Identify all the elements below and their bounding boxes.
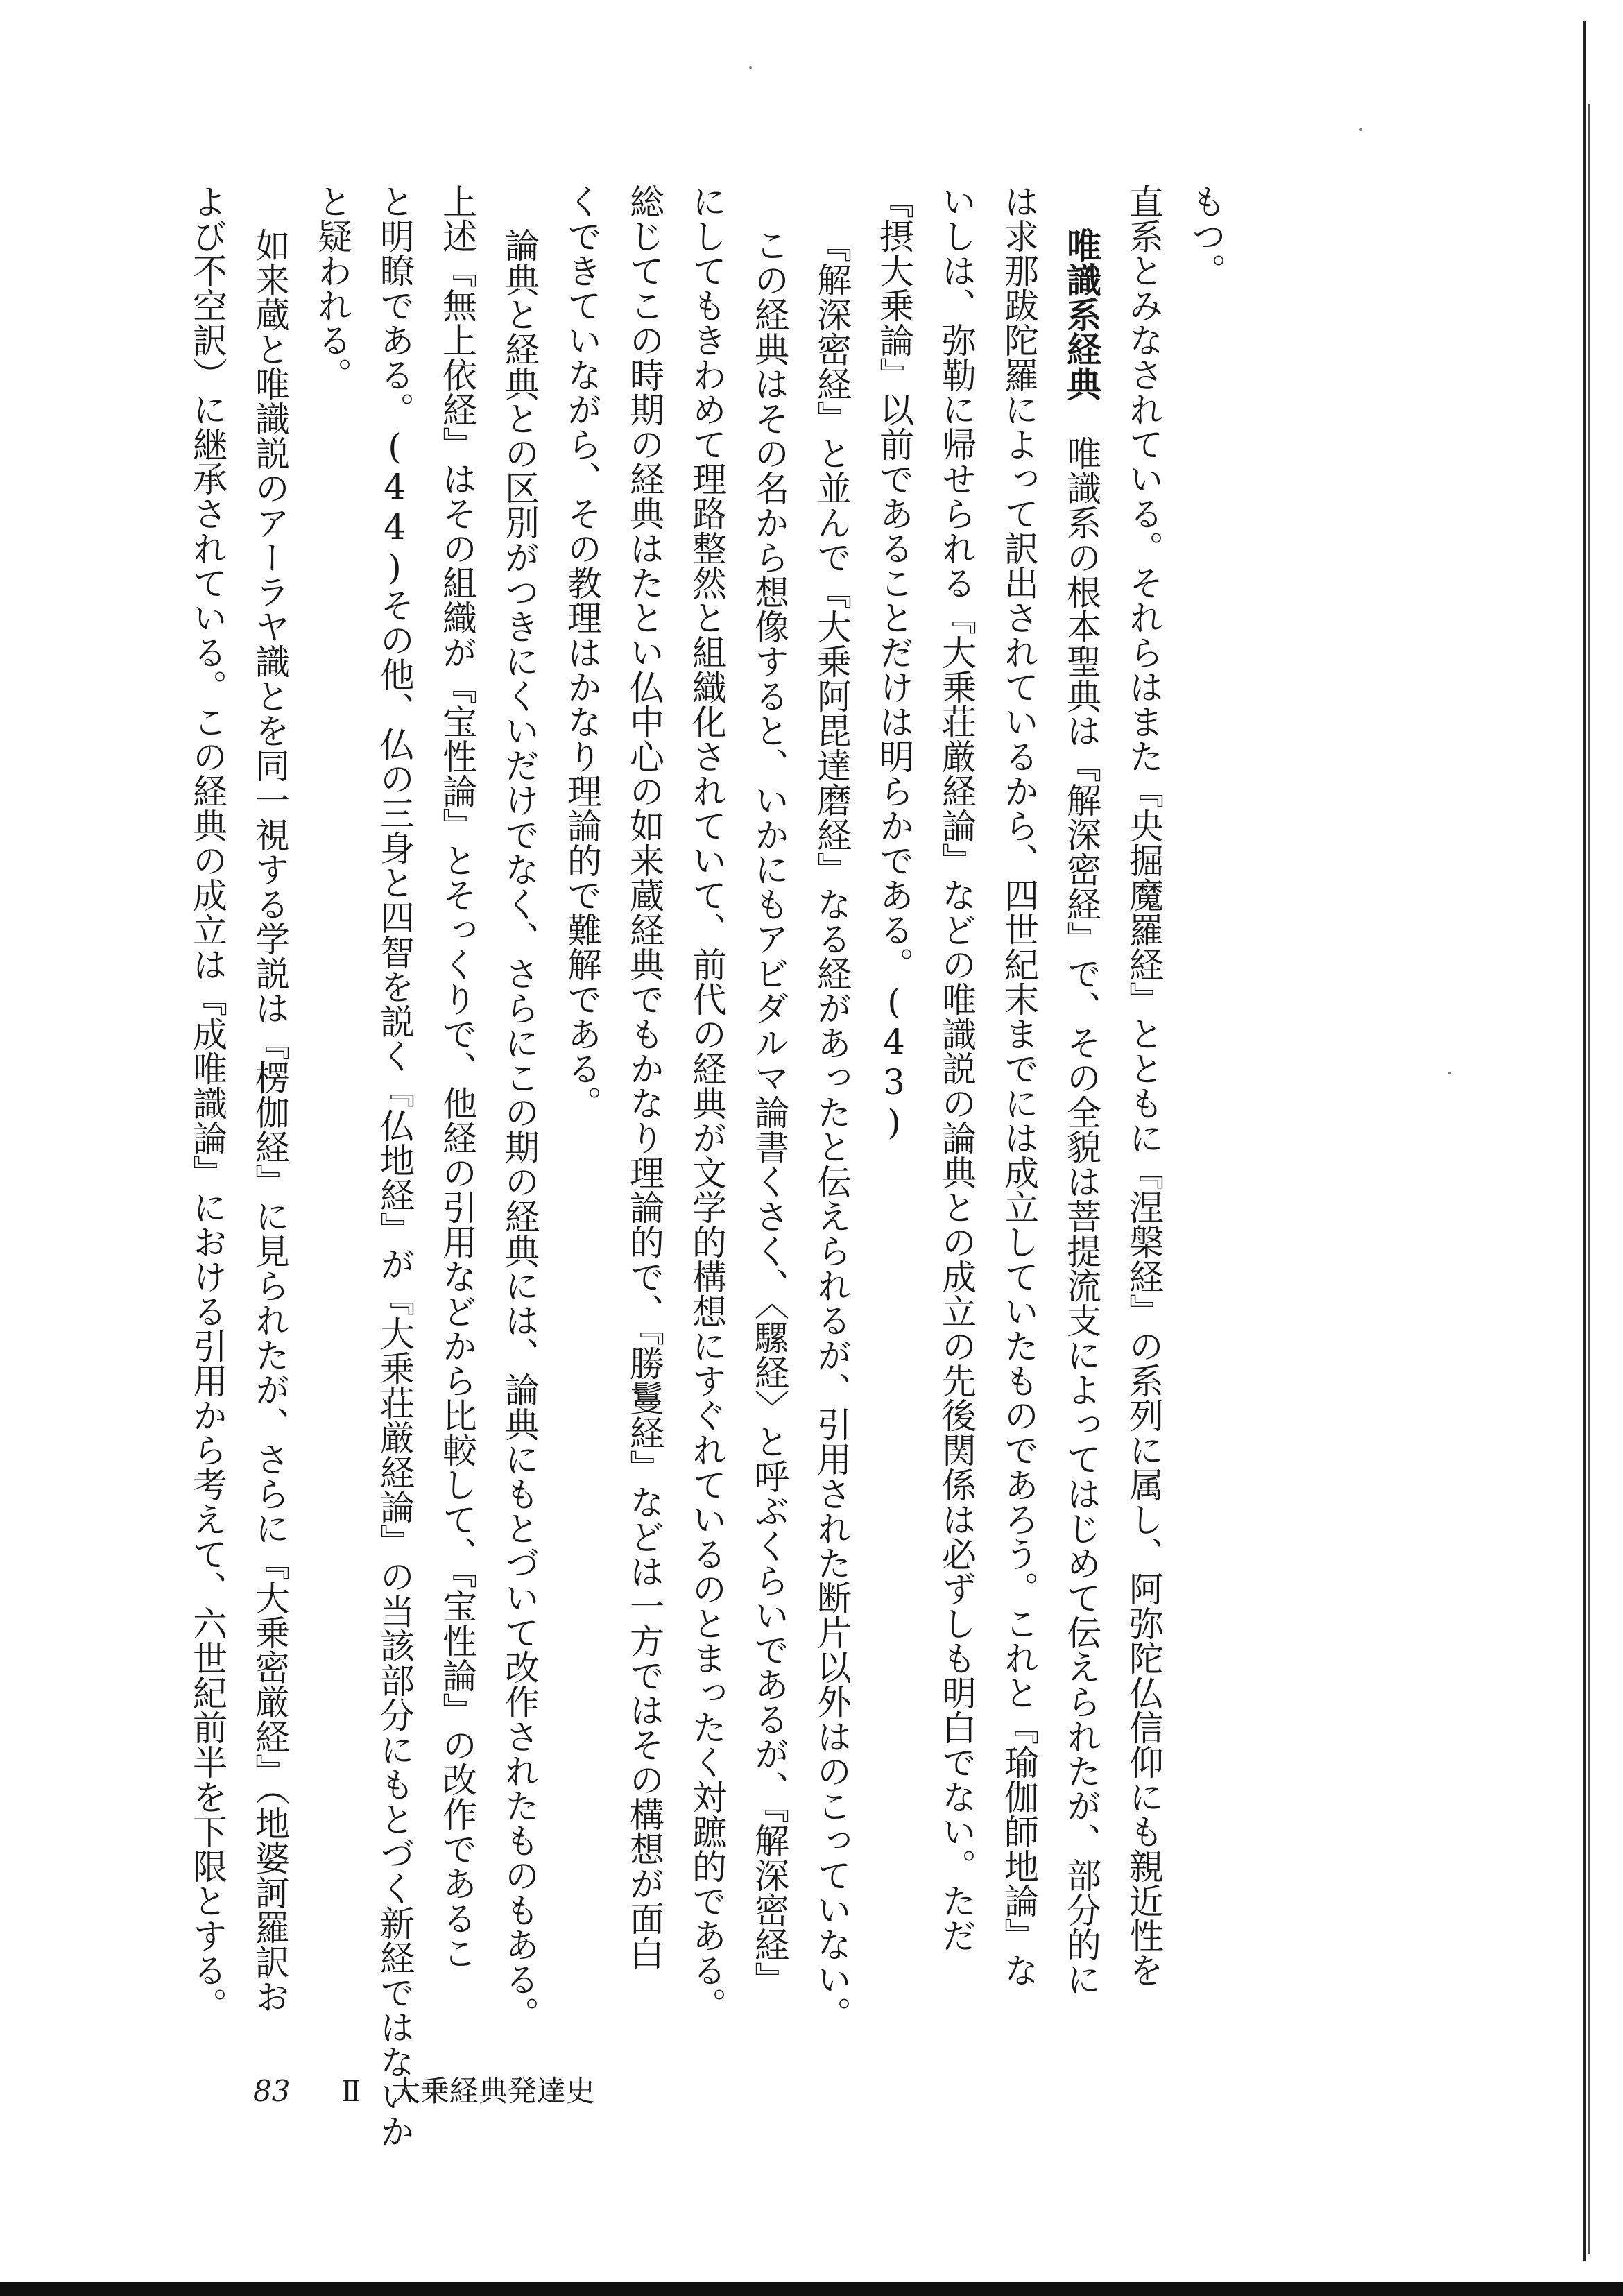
chapter-title: 大乗経典発達史 — [390, 2074, 595, 2108]
text-line-13: 上述『無上依経』はその組織が『宝性論』とそっくりで、他経の引用などから比較して、『宝性論』の改作であるこ — [437, 184, 477, 1970]
text-line-3-body: 唯識系の根本聖典は『解深密経』で、その全貌は菩提流支によってはじめて伝えられたが、部分的に — [1061, 401, 1101, 1996]
scan-bottom-edge — [0, 2282, 1623, 2296]
text-line-4: は求那跋陀羅によって訳出されているから、四世紀末までには成立していたものであろう。これと『瑜伽師地論』な — [999, 184, 1039, 1987]
text-line-10: 総じてこの時期の経典はたとい仏中心の如来蔵経典でもかなり理論的で、『勝鬘経』などは一方ではその構想が面白 — [624, 184, 664, 1970]
section-heading: 唯識系経典 — [1061, 228, 1101, 401]
text-line-16: 如来蔵と唯識説のアーラヤ識とを同一視する学説は『楞伽経』に見られたが、さらに『大乗密厳経』（地婆訶羅訳お — [250, 228, 290, 2014]
scan-speck — [1359, 128, 1362, 131]
text-line-14: と明瞭である。(44)その他、仏の三身と四智を説く『仏地経』が『大乗荘厳経論』の当該部分にもとづく新経ではないか — [375, 184, 415, 2148]
text-line-5: いしは、弥勒に帰せられる『大乗荘厳経論』などの唯識説の論典との成立の先後関係は必ずしも明白でない。ただ — [936, 184, 977, 1953]
text-line-6: 『摂大乗論』以前であることだけは明らかである。(43) — [874, 184, 914, 1142]
text-line-15: と疑われる。 — [312, 184, 352, 392]
text-line-8: この経典はその名から想像すると、いかにもアビダルマ論書くさく、〈騾経〉と呼ぶくらいであるが、『解深密経』 — [749, 228, 789, 1996]
text-line-9: にしてもきわめて理路整然と組織化されていて、前代の経典が文学的構想にすぐれているのとまったく対蹠的である。 — [687, 184, 727, 2022]
text-line-12: 論典と経典との区別がつきにくいだけでなく、さらにこの期の経典には、論典にもとづいて改作されたものもある。 — [499, 228, 540, 2031]
text-line-11: くできていながら、その教理はかなり理論的で難解である。 — [562, 184, 602, 1120]
text-line-3-heading-line — [1061, 228, 1101, 1996]
scan-speck — [1448, 1072, 1451, 1074]
running-footer — [253, 2071, 642, 2112]
text-line-17: よび不空訳）に継承されている。この経典の成立は『成唯識論』における引用から考えて、六世紀前半を下限とする。 — [187, 184, 227, 2022]
binding-edge-shadow — [1588, 104, 1590, 2254]
text-line-7: 『解深密経』と並んで『大乗阿毘達磨経』なる経があったと伝えられるが、引用された断片以外はのこっていない。 — [812, 228, 852, 2031]
binding-edge-line — [1583, 21, 1586, 2261]
text-line-2: 直系とみなされている。それらはまた『央掘魔羅経』とともに『涅槃経』の系列に属し、阿弥陀仏信仰にも親近性を — [1124, 184, 1164, 1987]
part-numeral: Ⅱ — [341, 2074, 361, 2108]
text-line-1: もつ。 — [1186, 184, 1226, 288]
scan-speck — [749, 66, 752, 69]
page-number: 83 — [253, 2074, 291, 2108]
